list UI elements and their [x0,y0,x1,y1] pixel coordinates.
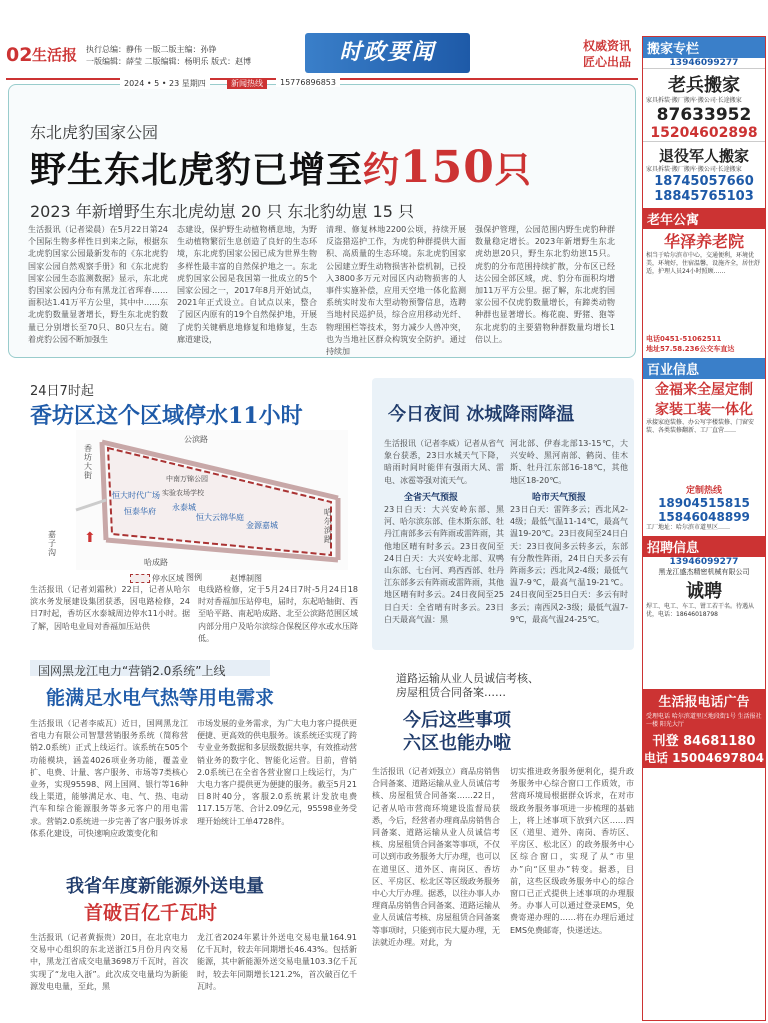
page-number: 02 [6,44,33,66]
tiger-col-3: 清理、修复林地2200公顷，持续开展反盗猎巡护工作，为虎豹种群提供大面积、高质量的生态环境。东北虎豹国家公园建立野生动物损害补偿机制，已投入3800多万元对园区内动物损害的人事件实施补偿，应用天空地一体化监测系统实时发布大型动物预警信息，选聘当地村民巡护员，综合应用移动光纤、物理围栏等技术，努力减少人兽冲突，也为当地社区群众构筑安全防护。通过持续加 [326,225,466,357]
ad-phone-1b: 15204602898 [643,125,765,142]
map-place-7: 金源嘉城 [246,521,278,530]
gov-kicker-1: 道路运输从业人员诚信考核、 [396,672,539,685]
map-label-road-top: 公滨路 [184,435,208,444]
gov-col-2: 切实推进政务服务便利化，提升政务服务中心综合窗口工作质效，市营商环境局根据群众诉求，在对市级政务服务事项进一步梳理的基础上，将上述事项下放到六区……四区（道里、道外、南岗、香坊区、平房区、松北区）的政务服务中心区综合窗口，实现了从“市里办”向“区里办”转变。据悉，目前，这些区级政务服务中心的综合窗口已正式提供上述事项的办理服务。办事人可以通过登录EMS，免费寄递办理的……将在办理后通过EMS免费邮寄，快递送达。 [510,767,634,935]
ad-phone-3: 电话0451-51062511 [646,335,722,343]
map-label-street-left: 香坊大街 [84,444,92,480]
energy-col-2: 龙江省2024年累计外送电交易电量164.91亿千瓦时，较去年同期增长46.43%。包括新能源，其中新能源外送交易电量103.3亿千瓦时，较去年同期增长121.2%，首次破百亿千瓦时。 [197,933,357,991]
map-label-left: 嘉子沟 [48,530,56,557]
power-col-1: 生活报讯（记者李威瓦）近日，国网黑龙江省电力有限公司智慧营销服务系统（简称营销2.0系统）正式上线运行。该系统在505个功能模块，涵盖4026项业务功能，覆盖业扩、电费、计量、客户服务、市场等7类核心业务，实现95598、网上国网、银行等16种线上渠道，能够满足水、电、气、热、电动汽车和综合能源服务等多元客户的用电需求。营销2.0系统进一步完善了客户服务诉求体系化建设，可快速响应政策变化和 [30,719,188,838]
power-kicker: 国网黑龙江电力“营销2.0系统”上线 [38,664,226,678]
ad-phone-4a: 18904515815 [658,496,750,510]
ad-title-moving: 搬家专栏 [643,37,765,58]
slogan [583,38,631,70]
ad-title-elderly: 老年公寓 [643,208,765,229]
energy-headline-2: 首破百亿千瓦时 [84,902,218,924]
ad-phone-2a: 18745057660 [654,174,754,189]
ad-name-3: 华泽养老院 [663,232,744,251]
water-time: 24日7时起 [30,384,94,399]
map-place-6: 恒大云锦华庭 [196,513,244,522]
map-legend-text: 停水区域 [152,574,184,583]
ad-phone-2b: 18845765103 [654,189,754,204]
tiger-headline-post: 只 [494,149,532,191]
gov-col-1: 生活报讯（记者刘强立）商品房销售合同备案、道路运输从业人员诚信考核、房屋租赁合同备案……22日，记者从哈市营商环境建设监督局获悉，今后，经营者办理商品房销售合同备案、道路运输从业人员诚信考核、房屋租赁合同备案等事项，不仅可以到市政务服务大厅办理，也可以在道里区、道外区、南岗区、香坊区、平房区、松北区等区级政务服务中心大厅办理。据悉，以往办事人办理商品房销售合同备案、道路运输从业人员诚信考核、房屋租赁合同备案等事项时，只能到市民大厦办理，无法就近办理。对此，为 [372,767,500,947]
ad-name-4b: 家装工装一体化 [655,402,753,418]
tiger-col-2: 态建设，保护野生动植物栖息地，为野生动植物繁衍生息创造了良好的生态环境，东北虎豹国家公园已成为世界生物多样性最丰富的自然保护地之一。东北虎豹国家公园是我国第一批成立的5个国家公园之一，2017年8月开始试点，2021年正式设立。自试点以来，整合了园区内原有的19个自然保护地，开展了虎豹关键栖息地修复和地修复，生态廊道建设， [177,225,317,344]
ad-title-jobs: 招聘信息 [643,536,765,557]
ad-phone-6b: 电话 15004697804 [643,749,765,768]
hotline-number: 15776896853 [276,78,340,87]
water-headline: 香坊区这个区域停水11小时 [30,403,303,429]
ad-phone-1a: 87633952 [656,105,752,125]
tiger-col-4: 强保护管理，公园范围内野生虎豹种群数量稳定增长。2023年新增野生东北虎幼崽20只，野生东北豹幼崽15只。虎豹的分布范围持续扩散，分布区已经达公园全部区域，虎、豹分布面积均增加11万平方公里。据了解，东北虎豹国家公园不仅虎豹数量增长，有蹄类动物种群也显著增长。梅花鹿、野猪、狍等东北虎豹的主要猎物种群数量均增长1倍以上。 [475,225,615,344]
map-place-3: 中南万锦公园 [166,475,208,483]
ad-desc-1: 家具拆装·搬厂搬库·搬公司·长途搬家 [646,97,742,104]
weather-col-2b: 23日白天：雷阵多云；西北风2-4级；最低气温11-14℃，最高气温19-20℃。23日夜间至24日白天：23日夜间多云转多云，东部有分散性阵雨，24日白天多云有阵雨多云；西北风2-4级；最低气温7-9℃，最高气温19-21℃。24日夜间至25日白天：多云有时多云；南西风2-3级；最低气温7-9℃，最高气温24-25℃。 [510,505,628,624]
credits [86,44,306,68]
ad-title-business: 百业信息 [643,358,765,379]
weather-subhead-2: 哈市天气预报 [532,493,587,503]
ad-desc-5: 焊工、电工、车工、钳工若干名。待遇从优，电话：18646018798 [646,603,755,618]
map-place-1: 恒大时代广场 [112,491,160,500]
ads-column [642,36,766,1021]
water-col-1: 生活报讯（记者刘霜秋）22日，记者从哈尔滨水务发展建设集团获悉，因电路检修，24日7时起，香坊区水泰城周边停水11小时。据了解，因哈电业局对香福加压站供 [30,585,190,631]
map-credit: 赵博制图 [230,574,262,583]
energy-col-1: 生活报讯（记者黄振贵）20日，在北京电力交易中心组织的东北送浙江5月份月内交易中，黑龙江省成交电量3698万千瓦时，首次实现了“龙电入浙”。此次成交电量均为新能源发电电量，至此，黑 [30,933,188,991]
weather-subhead-1: 全省天气预报 [404,493,459,503]
map-place-5: 永泰城 [172,503,196,512]
tiger-headline [30,142,532,193]
map-place-2: 恒泰华府 [124,507,156,516]
tiger-headline-pre: 野生东北虎豹已增至 [30,149,364,191]
ad-desc-6: 受理电话 哈尔滨道里区地段街1号 生活报社一楼 阳光大厅 [643,712,765,730]
issue-date: 2024 • 5 • 23 星期四 [120,78,210,89]
tiger-headline-num: 150 [400,142,495,193]
power-col-2: 市场发展的业务需求，为广大电力客户提供更便捷、更高效的供电服务。该系统还实现了跨专业业务数据和多层级数据共享，有效推动营销业务的数字化、智能化运营。目前，营销2.0系统已在全省各营业窗口上线运行，为广大电力客户提供更为便捷的服务。截至5月21日8时40分，客服2.0系统累计发放电费117.15万笔、合计2.09亿元，95598业务受理开始统计工单4728件。 [197,719,357,826]
tiger-kicker: 东北虎豹国家公园 [30,123,159,142]
map-place-4: 实验农场学校 [162,489,204,497]
weather-headline: 今日夜间 冰城降雨降温 [388,404,575,425]
credits-line-1: 执行总编：静伟 一版二版主编：孙铮 [86,45,217,54]
north-arrow-icon: ⬆ [84,530,96,546]
slogan-line-2: 匠心出品 [583,55,632,69]
ad-phone-4b: 15846048899 [658,510,750,524]
credits-line-2: 一版编辑：薛莹 二版编辑：杨明乐 版式：赵博 [86,57,252,66]
ad-title-phone: 生活报电话广告 [643,689,765,712]
hotline-label: 新闻热线 [227,78,267,89]
map-label-road-right: 哈尔滨路 [324,508,332,544]
gov-headline-1: 今后这些事项 [403,710,511,731]
gov-kicker-2: 房屋租赁合同备案…… [396,686,506,699]
gov-headline-2: 六区也能办啦 [403,733,511,754]
tiger-headline-mid: 约 [363,149,401,191]
energy-headline-1: 我省年度新能源外送电量 [66,876,264,897]
ad-name-2: 退役军人搬家 [658,147,749,165]
ad-hotline-label: 定制热线 [685,486,722,496]
map-legend-label: 图例 [186,573,202,582]
ad-name-5: 诚聘 [686,581,722,602]
ad-phone-top: 13946099277 [643,58,765,69]
ad-phone-6a: 刊登 84681180 [643,730,765,749]
section-banner: 时政要闻 [305,33,470,73]
newspaper-logo: 生活报 [32,46,78,64]
weather-col-2: 河北部、伊春北部13-15℃，大兴安岭、黑河南部、鹤岗、佳木斯、牡丹江东部16-18℃，其他地区18-20℃。 [510,439,628,485]
ad-desc-4: 承接家庭装修、办公写字楼装修、门窗安装、各类装修翻新、工厂直营…… [646,419,755,434]
ad-desc-2: 家具拆装·搬厂搬库·搬公司·长途搬家 [646,166,742,173]
ad-name-4: 金福来全屋定制 [655,382,753,398]
weather-col-1b: 23日白天：大兴安岭东部、黑河、哈尔滨东部、佳木斯东部、牡丹江南部多云有阵雨或雷阵雨，其他地区晴有时多云。23日夜间至24日白天：大兴安岭北部、双鸭山东部、七台河、鸡西西部、牡丹江东部多云有阵雨或雷阵雨，其他地区晴有时多云。24日夜间至25日白天：全省晴有时多云。23日白天最高气温：黑 [384,505,504,624]
ad-phone-bottom: 13946099277 [669,557,739,567]
slogan-line-1: 权威资讯 [583,39,632,53]
water-col-2: 电线路检修，定于5月24日7时-5月24日18时对香福加压站停电，届时，东起哈轴街、西至哈平路、南起哈成路、北至公滨路范围区域内部分用户及哈尔滨综合保税区停水或水压降低。 [198,585,358,643]
ad-address-4: 工厂地址：哈尔滨市道里区…… [646,524,731,531]
weather-col-1: 生活报讯（记者李威）记者从省气象台获悉，23日水城天气下降，暗雨时间时能伴有强雨大风、雷电、冰雹等强对流天气。 [384,439,504,485]
ad-address-3: 地址57.58.236公交车直达 [646,345,735,353]
tiger-subhead: 2023 年新增野生东北虎幼崽 20 只 东北豹幼崽 15 只 [30,202,414,221]
legend-swatch [130,574,150,583]
power-headline: 能满足水电气热等用电需求 [46,687,275,709]
map-label-road-bottom: 哈成路 [144,558,168,567]
tiger-col-1: 生活报讯（记者梁晨）在5月22日第24个国际生物多样性日到来之际，根据东北虎豹国家公园最新发布的《东北虎豹国家公园自然观察手册》和《东北虎豹国家公园生态监测数据》显示，东北虎豹国家公园内分布有黑龙江省珲春……面积达1.41万平方公里，其中中……东北虎豹数量显著增长，野生东北虎豹数量已分别增长至70只、80只左右。随着虎豹公园不断加强生 [28,225,168,344]
ad-name-1: 老兵搬家 [668,75,740,96]
ad-company-5: 黑龙江盛杰精密机械有限公司 [658,568,750,576]
ad-desc-3: 相当于哈尔滨市中心，交通便利，环境优美，环境好，住宿温馨，设施齐全，居住舒适，护理人员24小时照顾…… [646,252,761,275]
